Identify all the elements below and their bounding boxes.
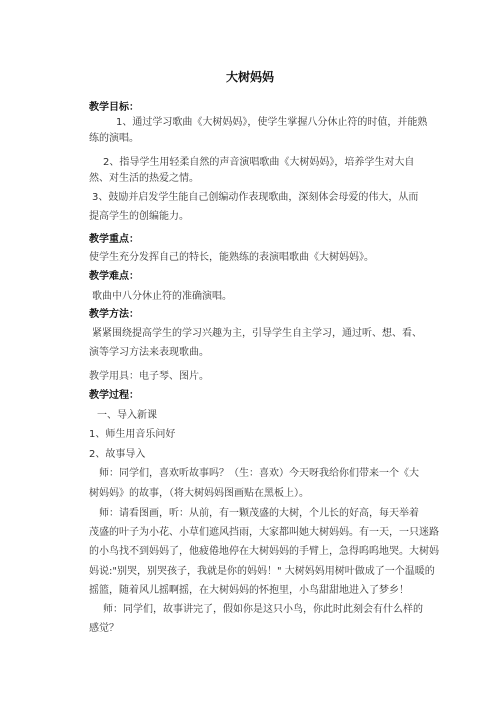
body-text-line: 树妈妈》的故事，（将大树妈妈图画贴在黑板上）。 [89,488,309,499]
body-text-line: 1、师生用音乐问好 [89,429,176,440]
body-text-line: 2、故事导入 [89,449,146,460]
section-heading: 教学过程： [89,390,139,401]
body-text-line: 师：同学们，喜欢听故事吗？（生：喜欢）今天呀我给你们带来一个《大 [99,468,419,479]
body-text-line: 师：请看图画，听：从前，有一颗茂盛的大树，个儿长的好高，每天举着 [99,508,419,519]
body-text-line: 2、指导学生用轻柔自然的声音演唱歌曲《大树妈妈》，培养学生对大自 [103,157,415,168]
body-text-line: 感觉？ [89,623,119,634]
body-text-line: 演等学习方法来表现歌曲。 [89,347,209,358]
section-heading: 教学方法： [89,309,139,320]
body-text-line: 妈说:"别哭，别哭孩子，我就是你的妈妈！" 大树妈妈用树叶做成了一个温暖的 [89,566,435,577]
body-text-line: 然、对生活的热爱之情。 [89,173,199,184]
body-text-line: 教学用具：电子琴、图片。 [89,371,209,382]
body-text-line: 茂盛的叶子为小花、小草们遮风挡雨，大家都叫她大树妈妈。有一天，一只迷路 [89,527,439,538]
body-text-line: 歌曲中八分休止符的准确演唱。 [92,291,232,302]
body-text-line: 一、导入新课 [97,410,157,421]
section-heading: 教学难点： [89,271,139,282]
body-text-line: 3、鼓励并启发学生能自己创编动作表现歌曲，深刻体会母爱的伟大，从而 [92,192,419,203]
body-text-line: 使学生充分发挥自己的特长，能熟练的表演唱歌曲《大树妈妈》。 [89,252,374,263]
section-heading: 教学目标： [89,102,139,113]
section-heading: 教学重点： [89,234,139,245]
body-text-line: 提高学生的创编能力。 [89,211,189,222]
body-text-line: 紧紧围绕提高学生的学习兴趣为主，引导学生自主学习，通过听、想、看、 [92,328,422,339]
body-text-line: 练的演唱。 [89,133,139,144]
body-text-line: 师：同学们，故事讲完了，假如你是这只小鸟，你此时此刻会有什么样的 [103,604,423,615]
body-text-line: 摇篮，随着风儿摇啊摇，在大树妈妈的怀抱里，小鸟甜甜地进入了梦乡！ [89,585,409,596]
body-text-line: 的小鸟找不到妈妈了，他疲倦地停在大树妈妈的手臂上，急得呜呜地哭。大树妈 [89,546,439,557]
body-text-line: 1、通过学习歌曲《大树妈妈》，使学生掌握八分休止符的时值，并能熟 [116,117,428,128]
document-title: 大树妈妈 [225,70,274,84]
